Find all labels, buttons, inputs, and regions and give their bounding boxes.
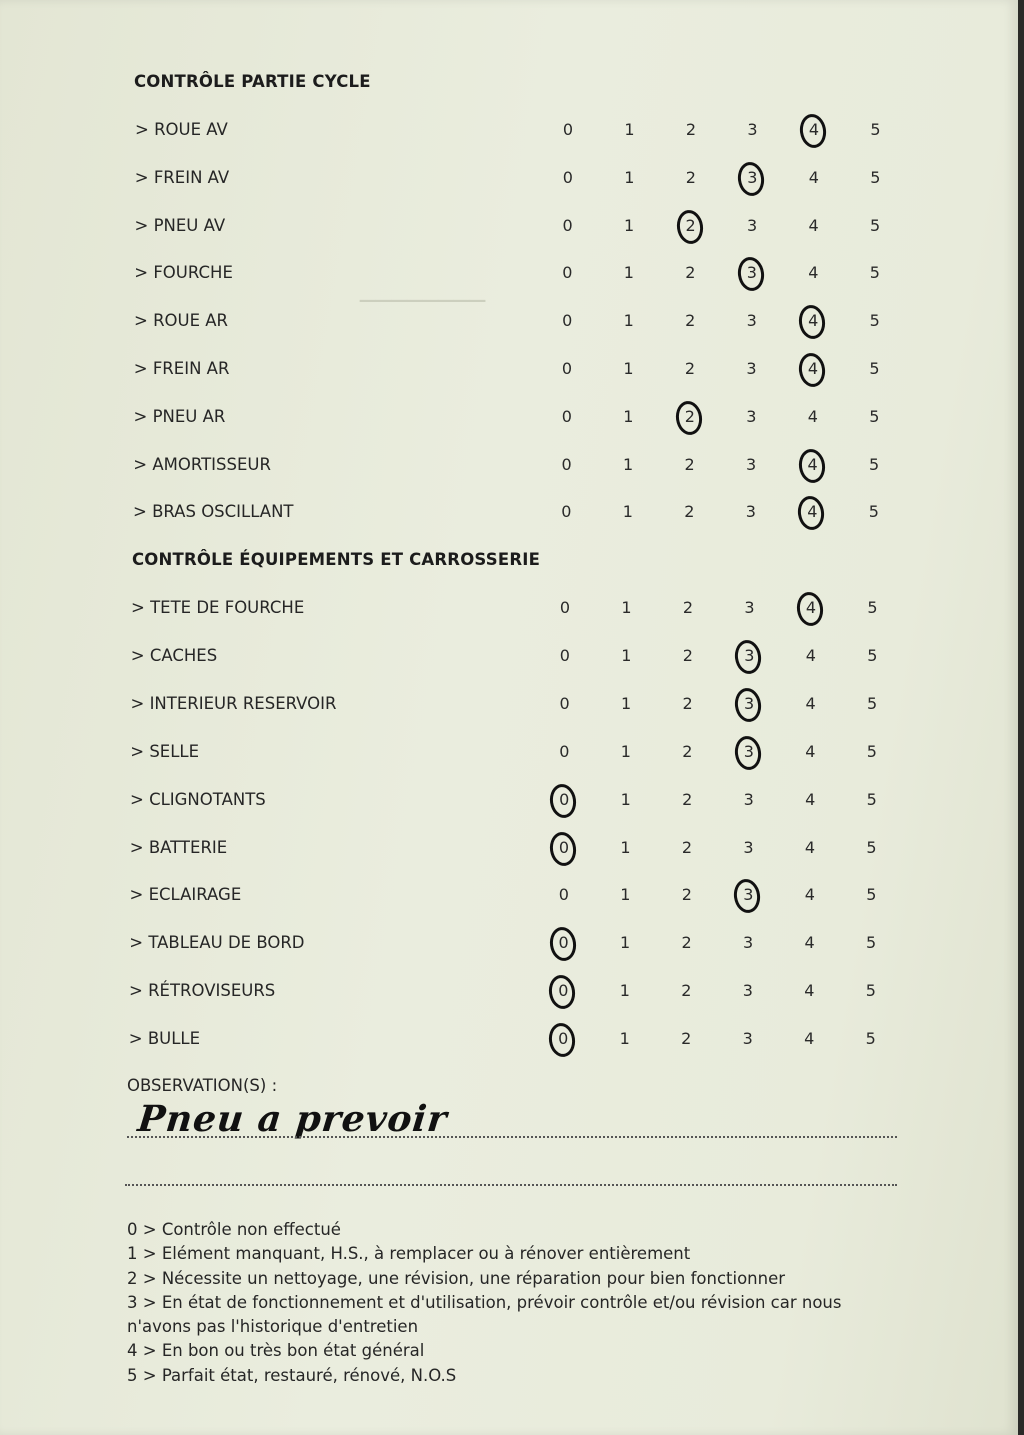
score-option[interactable]: 1 — [623, 406, 634, 426]
score-option[interactable]: 3 — [737, 742, 761, 761]
score-option[interactable]: 4 — [802, 120, 826, 139]
selected-score-circle — [796, 495, 826, 532]
selected-score-circle — [674, 208, 704, 245]
observations-handwritten: Pneu a prevoir — [135, 1098, 450, 1140]
score-option[interactable]: 1 — [619, 981, 630, 1001]
score-option[interactable]: 5 — [865, 981, 876, 1001]
checklist-row — [0, 690, 1018, 720]
score-option[interactable]: 5 — [866, 741, 877, 761]
score-option[interactable]: 5 — [867, 645, 878, 665]
selected-score-circle — [736, 256, 766, 293]
score-option[interactable]: 3 — [742, 981, 753, 1001]
score-option[interactable]: 2 — [681, 885, 692, 905]
selected-score-circle — [795, 590, 825, 627]
score-option[interactable]: 1 — [623, 263, 634, 283]
selected-score-circle — [733, 686, 763, 723]
score-option[interactable]: 2 — [685, 263, 696, 283]
score-option[interactable]: 3 — [746, 359, 757, 378]
score-option[interactable]: 2 — [684, 454, 695, 474]
checklist-item-label: > ROUE AV — [135, 120, 228, 139]
checklist-row — [0, 403, 1018, 433]
selected-score-circle — [796, 447, 826, 484]
score-option[interactable]: 0 — [562, 215, 573, 235]
checklist-row — [0, 786, 1018, 816]
score-option[interactable]: 0 — [561, 406, 572, 426]
score-option[interactable]: 4 — [805, 741, 816, 761]
checklist-row — [0, 834, 1018, 864]
checklist-row — [0, 1025, 1018, 1055]
score-option[interactable]: 2 — [682, 741, 693, 761]
score-option[interactable]: 5 — [869, 359, 880, 378]
score-option[interactable]: 0 — [552, 838, 576, 857]
score-option[interactable]: 0 — [562, 263, 573, 283]
selected-score-circle — [733, 734, 763, 771]
score-option[interactable]: 5 — [870, 167, 881, 187]
score-option[interactable]: 1 — [621, 598, 632, 617]
score-option[interactable]: 4 — [804, 933, 815, 953]
score-option[interactable]: 3 — [743, 837, 754, 857]
score-option[interactable]: 0 — [558, 885, 569, 905]
score-option[interactable]: 1 — [620, 837, 631, 857]
score-option[interactable]: 4 — [808, 263, 819, 283]
checklist-row — [0, 116, 1018, 146]
selected-score-circle — [798, 112, 828, 149]
checklist-row — [0, 881, 1018, 911]
score-option[interactable]: 1 — [621, 693, 632, 713]
score-option[interactable]: 0 — [561, 454, 572, 474]
score-option[interactable]: 3 — [740, 168, 764, 187]
checklist-item-label: > TETE DE FOURCHE — [131, 598, 305, 617]
checklist-row — [0, 738, 1018, 768]
score-option[interactable]: 3 — [742, 1029, 753, 1049]
score-option[interactable]: 1 — [623, 311, 634, 331]
checklist-item-label: > CACHES — [130, 645, 218, 665]
score-option[interactable]: 5 — [870, 120, 881, 139]
score-option[interactable]: 3 — [745, 502, 756, 522]
score-option[interactable]: 3 — [747, 120, 758, 139]
score-option[interactable]: 1 — [623, 454, 634, 474]
checklist-item-label: > TABLEAU DE BORD — [129, 933, 305, 953]
score-option[interactable]: 5 — [866, 933, 877, 953]
checklist-item-label: > ROUE AR — [134, 311, 229, 331]
checklist-item-label: > INTERIEUR RESERVOIR — [130, 693, 337, 713]
checklist-row — [0, 355, 1018, 385]
checklist-item-label: > PNEU AR — [133, 406, 226, 426]
score-option[interactable]: 3 — [746, 311, 757, 331]
score-option[interactable]: 1 — [619, 1029, 630, 1049]
checklist-item-label: > RÉTROVISEURS — [129, 981, 276, 1001]
score-option[interactable]: 4 — [804, 885, 815, 905]
score-option[interactable]: 0 — [552, 933, 576, 952]
score-option[interactable]: 4 — [805, 645, 816, 665]
score-option[interactable]: 2 — [682, 598, 694, 617]
score-option[interactable]: 4 — [804, 981, 815, 1001]
score-option[interactable]: 0 — [551, 981, 575, 1000]
legend-line: 1 > Elément manquant, H.S., à remplacer ou à rénover entièrement — [127, 1244, 691, 1264]
selected-score-circle — [733, 638, 763, 675]
score-option[interactable]: 3 — [743, 933, 754, 953]
score-option[interactable]: 3 — [747, 215, 758, 235]
score-option[interactable]: 0 — [562, 311, 573, 331]
legend-line: 2 > Nécessite un nettoyage, une révision, une réparation pour bien fonctionner — [127, 1268, 786, 1288]
score-option[interactable]: 4 — [808, 167, 819, 187]
checklist-item-label: > AMORTISSEUR — [133, 454, 271, 474]
score-option[interactable]: 0 — [559, 693, 570, 713]
legend-line: 3 > En état de fonctionnement et d'utilisation, prévoir contrôle et/ou révision car nous — [127, 1292, 842, 1312]
observation-line-2 — [125, 1184, 897, 1186]
score-option[interactable]: 3 — [743, 789, 754, 809]
score-option[interactable]: 4 — [801, 311, 825, 330]
checklist-item-label: > SELLE — [130, 741, 200, 761]
legend-line: 5 > Parfait état, restauré, rénové, N.O.S — [127, 1365, 457, 1385]
score-option[interactable]: 1 — [620, 789, 631, 809]
selected-score-circle — [797, 351, 827, 388]
checklist-item-label: > CLIGNOTANTS — [130, 789, 266, 809]
checklist-row — [0, 451, 1018, 481]
score-option[interactable]: 4 — [807, 406, 818, 426]
score-option[interactable]: 4 — [801, 455, 825, 474]
score-option[interactable]: 4 — [799, 598, 823, 617]
checklist-row — [0, 929, 1018, 959]
legend-line: 0 > Contrôle non effectué — [127, 1220, 341, 1239]
score-option[interactable]: 5 — [867, 598, 878, 617]
checklist-row — [0, 498, 1018, 528]
score-option[interactable]: 2 — [681, 1029, 692, 1049]
score-option[interactable]: 5 — [870, 215, 881, 235]
section-title-cycle: CONTRÔLE PARTIE CYCLE — [134, 72, 371, 91]
score-option[interactable]: 5 — [869, 311, 880, 331]
score-option[interactable]: 1 — [624, 215, 635, 235]
checklist-item-label: > FREIN AV — [134, 167, 230, 187]
score-option[interactable]: 4 — [804, 1029, 815, 1049]
selected-score-circle — [674, 399, 704, 436]
score-option[interactable]: 0 — [559, 741, 570, 761]
score-option[interactable]: 4 — [801, 359, 825, 378]
score-option[interactable]: 2 — [684, 359, 696, 378]
score-option[interactable]: 5 — [869, 263, 880, 283]
score-option[interactable]: 3 — [736, 885, 760, 904]
legend-line: 4 > En bon ou très bon état général — [127, 1341, 425, 1361]
score-option[interactable]: 2 — [681, 933, 692, 953]
score-option[interactable]: 0 — [552, 790, 576, 809]
score-option[interactable]: 0 — [551, 1029, 575, 1048]
score-option[interactable]: 3 — [746, 454, 757, 474]
score-option[interactable]: 2 — [682, 789, 693, 809]
score-option[interactable]: 0 — [561, 359, 573, 378]
score-option[interactable]: 1 — [623, 359, 634, 378]
selected-score-circle — [797, 304, 827, 341]
checklist-item-label: > BRAS OSCILLANT — [133, 502, 294, 522]
score-option[interactable]: 5 — [866, 789, 877, 809]
observation-line-1 — [127, 1136, 897, 1138]
score-option[interactable]: 5 — [869, 406, 880, 426]
checklist-row — [0, 212, 1018, 242]
score-option[interactable]: 1 — [620, 933, 631, 953]
checklist-row — [0, 259, 1018, 289]
score-option[interactable]: 4 — [805, 789, 816, 809]
score-option[interactable]: 0 — [562, 167, 573, 187]
selected-score-circle — [547, 926, 577, 963]
score-option[interactable]: 1 — [621, 645, 632, 665]
score-option[interactable]: 2 — [684, 502, 695, 522]
score-option[interactable]: 5 — [868, 502, 879, 522]
score-option[interactable]: 4 — [804, 837, 816, 857]
score-option[interactable]: 2 — [679, 216, 703, 235]
score-option[interactable]: 2 — [678, 407, 702, 426]
checklist-item-label: > PNEU AV — [134, 215, 226, 235]
score-option[interactable]: 5 — [866, 837, 877, 857]
checklist-row — [0, 977, 1018, 1007]
rating-legend — [127, 1218, 927, 1388]
score-option[interactable]: 1 — [620, 741, 631, 761]
score-option[interactable]: 4 — [808, 215, 819, 235]
score-option[interactable]: 1 — [620, 885, 631, 905]
score-option[interactable]: 2 — [685, 311, 696, 331]
checklist-row — [0, 164, 1018, 194]
score-option[interactable]: 2 — [681, 981, 692, 1001]
checklist-item-label: > BATTERIE — [129, 837, 228, 857]
show-through-marks: ──────── — [360, 285, 486, 315]
selected-score-circle — [548, 830, 578, 867]
score-option[interactable]: 3 — [746, 406, 757, 426]
selected-score-circle — [547, 974, 577, 1011]
checklist-item-label: > FREIN AR — [133, 359, 230, 378]
section-title-equipment: CONTRÔLE ÉQUIPEMENTS ET CARROSSERIE — [132, 550, 541, 569]
score-option[interactable]: 4 — [800, 502, 824, 521]
score-option[interactable]: 1 — [624, 120, 635, 139]
selected-score-circle — [548, 782, 578, 819]
score-option[interactable]: 5 — [866, 885, 877, 905]
score-option[interactable]: 5 — [865, 1029, 876, 1049]
score-option[interactable]: 4 — [805, 693, 816, 713]
checklist-item-label: > FOURCHE — [134, 263, 233, 283]
score-option[interactable]: 1 — [622, 502, 633, 522]
score-option[interactable]: 0 — [561, 502, 572, 522]
score-option[interactable]: 3 — [737, 646, 761, 665]
score-option[interactable]: 0 — [559, 598, 571, 617]
score-option[interactable]: 0 — [562, 120, 574, 139]
score-option[interactable]: 1 — [624, 167, 635, 187]
score-option[interactable]: 5 — [867, 693, 878, 713]
checklist-item-label: > BULLE — [128, 1029, 201, 1049]
score-option[interactable]: 3 — [744, 598, 755, 617]
score-option[interactable]: 2 — [681, 837, 693, 857]
score-option[interactable]: 3 — [740, 263, 764, 282]
selected-score-circle — [732, 878, 762, 915]
checklist-item-label: > ECLAIRAGE — [129, 885, 242, 905]
score-option[interactable]: 2 — [685, 167, 696, 187]
score-option[interactable]: 2 — [682, 693, 693, 713]
checklist-row — [0, 642, 1018, 672]
score-option[interactable]: 0 — [559, 645, 570, 665]
score-option[interactable]: 3 — [737, 694, 761, 713]
observations-label: OBSERVATION(S) : — [127, 1076, 278, 1095]
score-option[interactable]: 5 — [869, 454, 880, 474]
selected-score-circle — [736, 160, 766, 197]
score-option[interactable]: 2 — [685, 120, 697, 139]
checklist-row — [0, 307, 1018, 337]
checklist-row — [0, 594, 1018, 624]
selected-score-circle — [547, 1021, 577, 1058]
score-option[interactable]: 2 — [682, 645, 693, 665]
legend-line: n'avons pas l'historique d'entretien — [127, 1317, 419, 1337]
